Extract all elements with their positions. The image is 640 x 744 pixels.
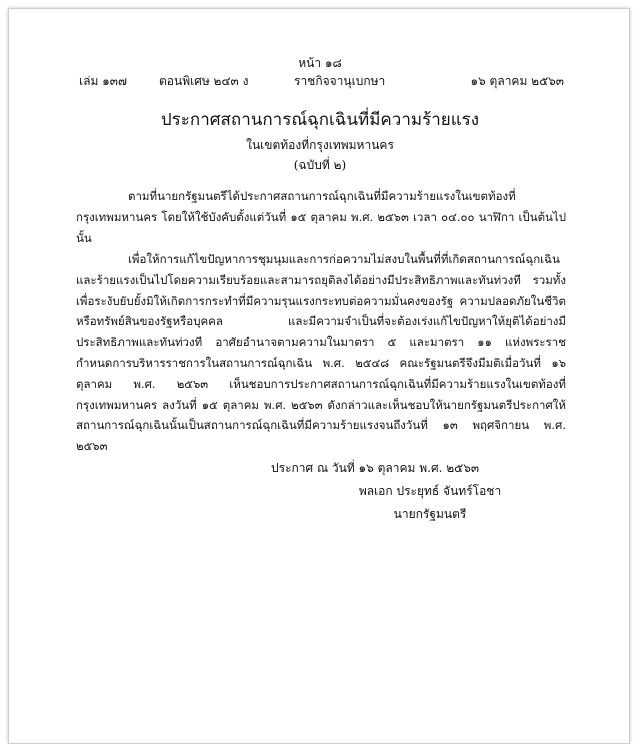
signatory-name: พลเอก ประยุทธ์ จันทร์โอชา: [358, 484, 502, 498]
gazette-date: ๑๖ ตุลาคม ๒๕๖๓: [470, 74, 564, 88]
page-number: หน้า ๑๘: [298, 56, 342, 70]
gazette-name: ราชกิจจานุเบกษา: [294, 74, 386, 88]
document-page: [8, 8, 630, 744]
announcement-title: ประกาศสถานการณ์ฉุกเฉินที่มีความร้ายแรง: [160, 110, 480, 130]
volume-label: เล่ม ๑๓๗: [79, 74, 128, 88]
section-label: ตอนพิเศษ ๒๔๓ ง: [159, 74, 249, 88]
announcement-subtitle: ในเขตท้องที่กรุงเทพมหานคร: [246, 138, 394, 152]
paragraph-1: ตามที่นายกรัฐมนตรีได้ประกาศสถานการณ์ฉุกเฉินที่มีความร้ายแรงในเขตท้องที่กรุงเทพมหานคร โดยให้ใช้บังคับตั้งแต่วันที่ ๑๕ ตุลาคม พ.ศ. ๒๕๖๓ เวลา ๐๔.๐๐ นาฬิกา เป็นต้นไป นั้น: [76, 189, 566, 245]
paragraph-2: เพื่อให้การแก้ไขปัญหาการชุมนุมและการก่อความไม่สงบในพื้นที่ที่เกิดสถานการณ์ฉุกเฉินและร้ายแรงเป็นไปโดยความเรียบร้อยและสามารถยุติลงได้อย่างมีประสิทธิภาพและทันท่วงที รวมทั้งเพื่อระงับยับยั้งมิให้เกิดการกระทำที่มีความรุนแรงกระทบต่อความมั่นคงของรัฐ ความปลอดภัยในชีวิตหรือทรัพย์สินของรัฐหรือบุคคล และมีความจำเป็นที่จะต้องเร่งแก้ไขปัญหาให้ยุติได้อย่างมีประสิทธิภาพและทันท่วงที อาศัยอำนาจตามความในมาตรา ๕ และมาตรา ๑๑ แห่งพระราชกำหนดการบริหารราชการในสถานการณ์ฉุกเฉิน พ.ศ. ๒๕๔๘ คณะรัฐมนตรีจึงมีมติเมื่อวันที่ ๑๖ ตุลาคม พ.ศ. ๒๕๖๓ เห็นชอบการประกาศสถานการณ์ฉุกเฉินที่มีความร้ายแรงในเขตท้องที่กรุงเทพมหานคร ลงวันที่ ๑๕ ตุลาคม พ.ศ. ๒๕๖๓ ดังกล่าวและเห็นชอบให้นายกรัฐมนตรีประกาศให้สถานการณ์ฉุกเฉินนั้นเป็นสถานการณ์ฉุกเฉินที่มีความร้ายแรงจนถึงวันที่ ๑๓ พฤศจิกายน พ.ศ. ๒๕๖๓: [76, 252, 566, 454]
signature-date: ประกาศ ณ วันที่ ๑๖ ตุลาคม พ.ศ. ๒๕๖๓: [271, 461, 480, 475]
signatory-position: นายกรัฐมนตรี: [393, 507, 467, 521]
issue-number: (ฉบับที่ ๒): [293, 158, 347, 172]
